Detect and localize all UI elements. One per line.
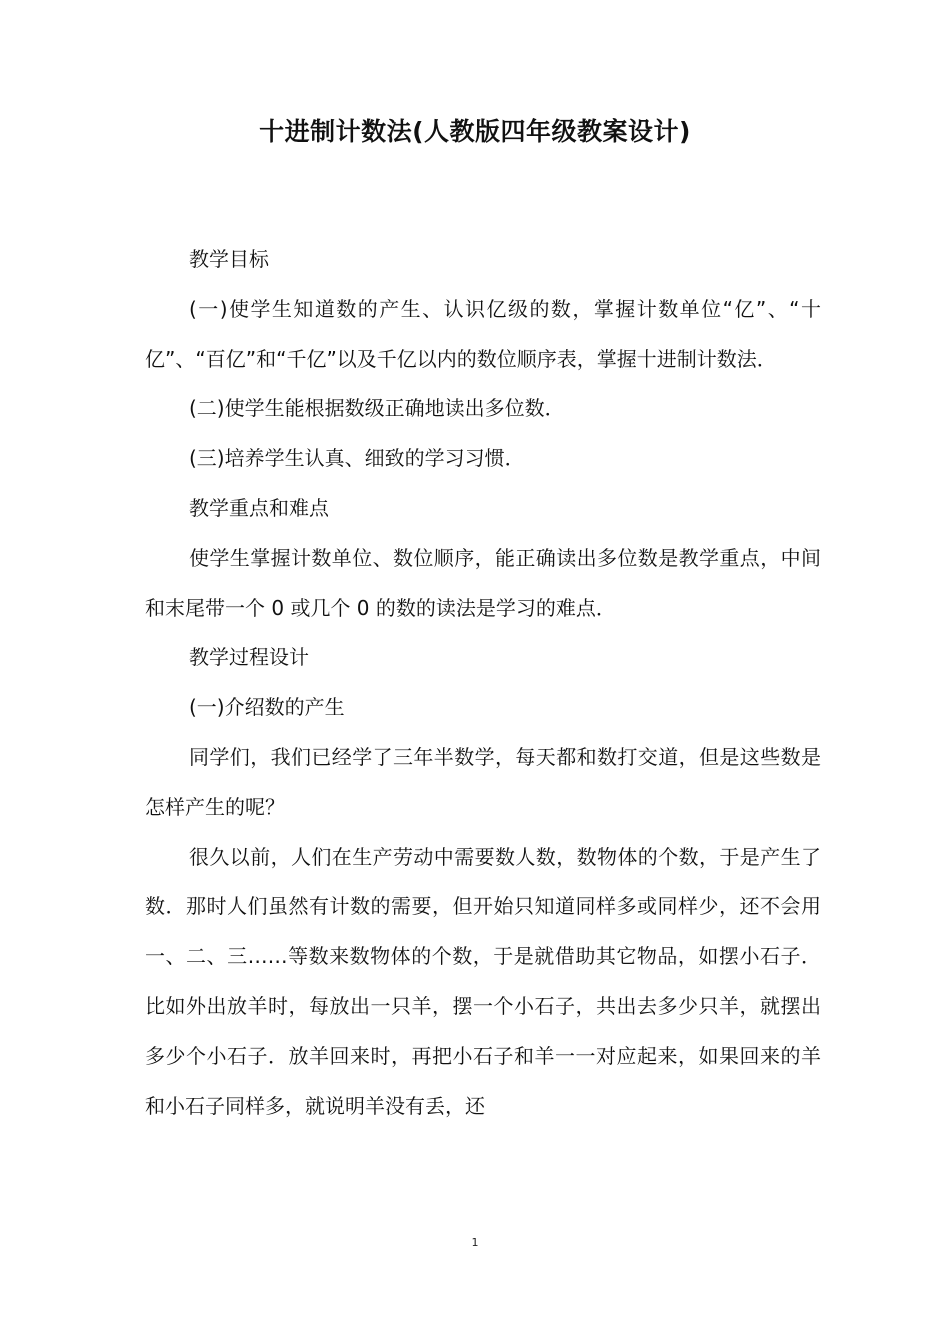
objective-paragraph-3: (三)培养学生认真、细致的学习习惯． bbox=[189, 446, 525, 471]
document-body bbox=[145, 235, 821, 1131]
page-number: 1 bbox=[471, 1236, 479, 1249]
body-paragraph-history: 很久以前，人们在生产劳动中需要数人数，数物体的个数，于是产生了数．那时人们虽然有计数的需要，但开始只知道同样多或同样少，还不会用一、二、三……等数来数物体的个数，于是就借助其它物品，如摆小石子．比如外出放羊时，每放出一只羊，摆一个小石子，共出去多少只羊，就摆出多少个小石子．放羊回来时，再把小石子和羊一一对应起来，如果回来的羊和小石子同样多，就说明羊没有丢，还 bbox=[145, 844, 821, 1118]
objective-paragraph-2: (二)使学生能根据数级正确地读出多位数． bbox=[189, 396, 565, 421]
key-points-paragraph: 使学生掌握计数单位、数位顺序，能正确读出多位数是教学重点，中间和末尾带一个 0 或几个 0 的数的读法是学习的难点． bbox=[145, 545, 821, 620]
document-title: 十进制计数法(人教版四年级教案设计) bbox=[259, 117, 691, 146]
subsection-heading-origin: (一)介绍数的产生 bbox=[189, 695, 345, 720]
section-heading-process: 教学过程设计 bbox=[189, 645, 309, 670]
section-heading-key-points: 教学重点和难点 bbox=[189, 495, 329, 520]
body-paragraph-intro: 同学们，我们已经学了三年半数学，每天都和数打交道，但是这些数是怎样产生的呢？ bbox=[145, 744, 821, 819]
section-heading-objectives: 教学目标 bbox=[189, 247, 269, 271]
objective-paragraph-1: (一)使学生知道数的产生、认识亿级的数，掌握计数单位“亿”、“十亿”、“百亿”和“千亿”以及千亿以内的数位顺序表，掌握十进制计数法． bbox=[145, 296, 821, 371]
